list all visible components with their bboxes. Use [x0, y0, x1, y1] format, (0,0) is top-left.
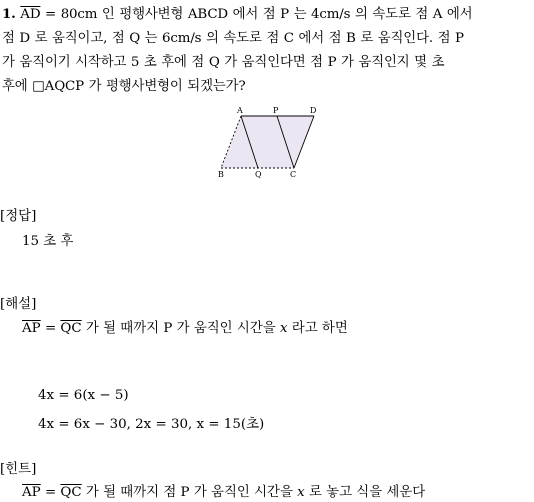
answer-label: [정답]	[0, 209, 37, 224]
hint-segment-ap: $\overline{AP}$	[22, 485, 41, 500]
label-q: Q	[255, 170, 262, 179]
explanation-rest-post: 라고 하면	[287, 321, 348, 336]
answer-value: 15 초 후	[22, 234, 74, 249]
problem-line-1	[2, 2, 532, 27]
hint-variable-x: x	[297, 485, 305, 500]
label-a: A	[237, 106, 243, 115]
problem-line-3: 가 움직이기 시작하고 5 초 후에 점 Q 가 움직인다면 점 P 가 움직인지 몇 초	[2, 55, 445, 70]
equals-sign: =	[40, 321, 61, 336]
hint-text	[22, 484, 425, 502]
problem-line-4: 후에 □AQCP 가 평행사변형이 되겠는가?	[2, 79, 246, 94]
segment-ap: $\overline{AP}$	[22, 321, 41, 336]
label-d: D	[310, 106, 317, 115]
label-c: C	[290, 170, 297, 179]
hint-label: [힌트]	[0, 462, 37, 477]
problem-number: 1.	[2, 6, 16, 22]
problem-text	[2, 2, 532, 99]
label-b: B	[218, 170, 224, 179]
label-p: P	[273, 106, 279, 115]
segment-qc: $\overline{QC}$	[60, 321, 82, 336]
explanation-label: [해설]	[0, 297, 37, 312]
hint-rest-post: 로 놓고 식을 세운다	[304, 485, 426, 500]
hint-segment-qc: $\overline{QC}$	[60, 485, 82, 500]
explanation-text	[22, 320, 348, 338]
hint-rest-pre: 가 될 때까지 점 P 가 움직인 시간을	[81, 485, 298, 500]
parallelogram-fill	[221, 116, 314, 168]
parallelogram-figure	[200, 104, 340, 184]
equation-2: 4x = 6x − 30, 2x = 30, x = 15(초)	[38, 417, 265, 432]
hint-equals-sign: =	[40, 485, 61, 500]
variable-x: x	[279, 321, 288, 336]
problem-line-1-text: = 80cm 인 평행사변형 ABCD 에서 점 P 는 4cm/s 의 속도로 점 A 에서	[40, 7, 473, 22]
problem-line-2: 점 D 로 움직이고, 점 Q 는 6cm/s 의 속도로 점 C 에서 점 B 로 움직인다. 점 P	[2, 31, 464, 46]
explanation-rest-pre: 가 될 때까지 P 가 움직인 시간을	[81, 321, 280, 336]
equation-1: 4x = 6(x − 5)	[38, 388, 129, 403]
segment-ad: $\overline{AD}$	[20, 7, 41, 22]
